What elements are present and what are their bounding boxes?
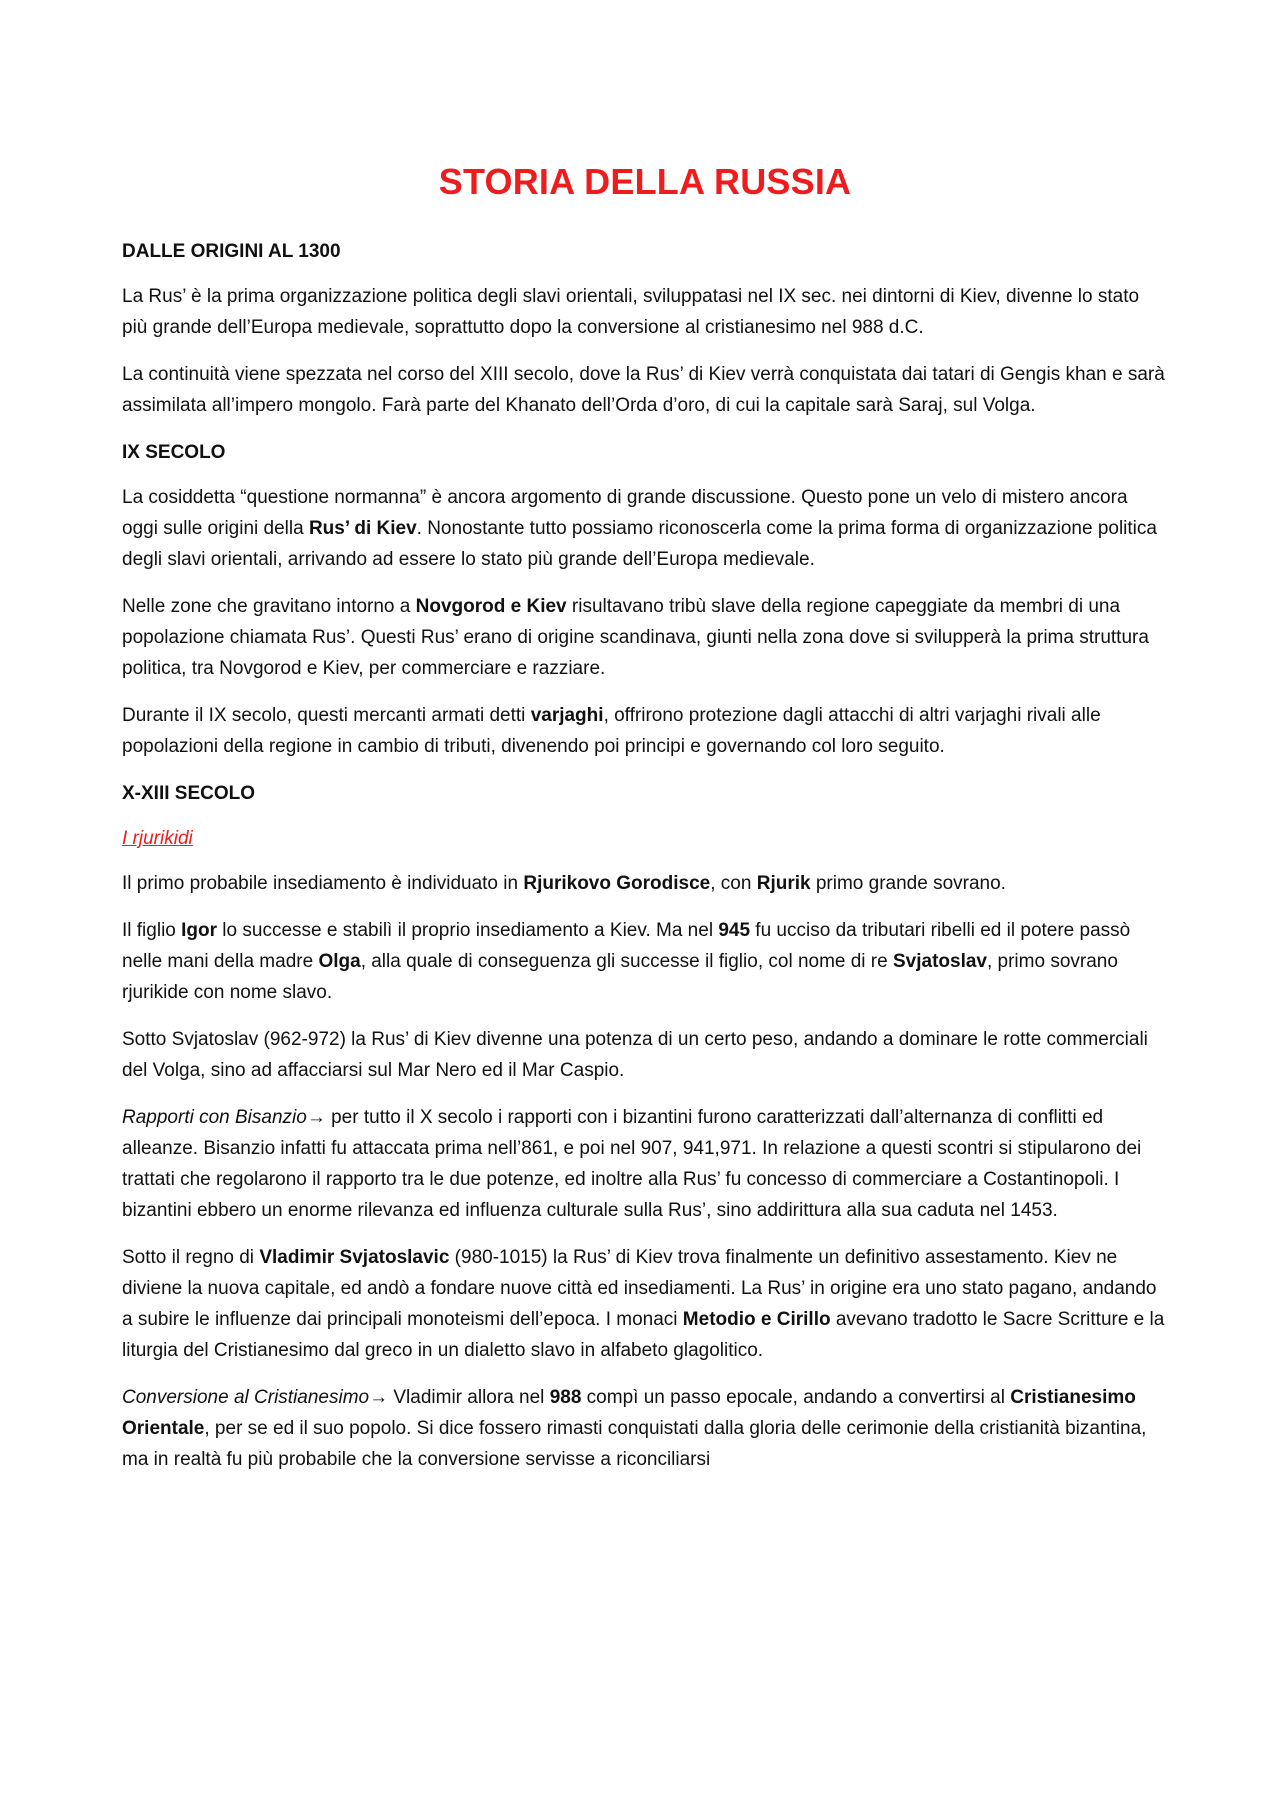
paragraph-x-xiii-3: Sotto Svjatoslav (962-972) la Rus’ di Kiev divenne una potenza di un certo peso, andando a dominare le rotte commerciali del Volga, sino ad affacciarsi sul Mar Nero ed il Mar Caspio. — [122, 1029, 1148, 1081]
paragraph-ix-3 — [122, 700, 1168, 762]
text-run: avevano tradotto le Sacre Scritture e la liturgia del Cristianesimo dal greco in un dialetto slavo in alfabeto glagolitico. — [122, 1309, 1165, 1361]
text-run: Sotto il regno di — [122, 1247, 260, 1268]
bold-term: Igor — [181, 920, 218, 941]
bold-term: Svjatoslav — [892, 951, 987, 972]
bold-term: Rjurikovo Gorodisce — [523, 873, 711, 894]
bold-term: Novgorod e Kiev — [415, 596, 567, 617]
paragraph-ix-1 — [122, 482, 1168, 575]
text-run: Nelle zone che gravitano intorno a — [122, 596, 416, 617]
section-heading-origins: DALLE ORIGINI AL 1300 — [122, 241, 341, 262]
paragraph-x-xiii-4 — [122, 1102, 1168, 1226]
subheading-rjurikidi: I rjurikidi — [122, 828, 193, 849]
bold-term: Rjurik — [756, 873, 811, 894]
section-heading-x-xiii: X-XIII SECOLO — [122, 783, 256, 804]
text-run: compì un passo epocale, andando a convertirsi al — [581, 1387, 1011, 1408]
paragraph-x-xiii-6 — [122, 1382, 1168, 1475]
text-run: per tutto il X secolo i rapporti con i bizantini furono caratterizzati dall’alternanza di conflitti ed alleanze. Bisanzio infatti fu attaccata prima nell’861, e poi nel 907, 941,971. In relazione a questi scontri si stipularono dei trattati che regolarono il rapporto tra le due potenze, ed inoltre alla Rus’ fu concesso di commerciare a Costantinopoli. I bizantini ebbero un enorme rilevanza ed influenza culturale sulla Rus’, sino addirittura alla sua caduta nel 1453. — [122, 1107, 1142, 1221]
paragraph-origins-2: La continuità viene spezzata nel corso del XIII secolo, dove la Rus’ di Kiev verrà conquistata dai tatari di Gengis khan e sarà assimilata all’impero mongolo. Farà parte del Khanato dell’Orda d’oro, di cui la capitale sarà Saraj, sul Volga. — [122, 364, 1165, 416]
text-run: , offrirono protezione dagli attacchi di altri varjaghi rivali alle popolazioni della regione in cambio di tributi, divenendo poi principi e governando col loro seguito. — [122, 705, 1101, 757]
italic-topic: Conversione al Cristianesimo — [122, 1387, 370, 1408]
paragraph-x-xiii-5 — [122, 1242, 1168, 1366]
paragraph-x-xiii-2 — [122, 915, 1168, 1008]
paragraph-ix-2 — [122, 591, 1168, 684]
bold-term: Cristianesimo Orientale — [122, 1387, 1136, 1439]
text-run: , con — [710, 873, 757, 894]
bold-term: Olga — [318, 951, 361, 972]
text-run: risultavano tribù slave della regione capeggiate da membri di una popolazione chiamata Rus’. Questi Rus’ erano di origine scandinava, giunti nella zona dove si svilupperà la prima struttura politica, tra Novgorod e Kiev, per commerciare e razziare. — [122, 596, 1149, 679]
bold-term: Metodio e Cirillo — [682, 1309, 831, 1330]
section-heading-ix: IX SECOLO — [122, 442, 226, 463]
text-run: . Nonostante tutto possiamo riconoscerla come la prima forma di organizzazione politica degli slavi orientali, arrivando ad essere lo stato più grande dell’Europa medievale. — [122, 518, 1157, 570]
paragraph-x-xiii-1 — [122, 868, 1168, 899]
text-run: Durante il IX secolo, questi mercanti armati detti — [122, 705, 531, 726]
text-run: primo grande sovrano. — [810, 873, 1006, 894]
text-run: fu ucciso da tributari ribelli ed il potere passò nelle mani della madre — [122, 920, 1131, 972]
text-run: Vladimir allora nel — [388, 1387, 550, 1408]
text-run: (980-1015) la Rus’ di Kiev trova finalmente un definitivo assestamento. Kiev ne diviene la nuova capitale, ed andò a fondare nuove città ed insediamenti. La Rus’ in origine era uno stato pagano, andando a subire le influenze dai principali monoteismi dell’epoca. I monaci — [122, 1247, 1157, 1330]
bold-term: Vladimir Svjatoslavic — [259, 1247, 450, 1268]
bold-term: varjaghi — [530, 705, 604, 726]
bold-term: Rus’ di Kiev — [308, 518, 417, 539]
bold-term: 988 — [549, 1387, 582, 1408]
text-run: , primo sovrano rjurikide con nome slavo. — [122, 951, 1118, 1003]
text-run: La cosiddetta “questione normanna” è ancora argomento di grande discussione. Questo pone un velo di mistero ancora oggi sulle origini della — [122, 487, 1128, 539]
arrow-icon: → — [306, 1107, 326, 1128]
paragraph-origins-1: La Rus’ è la prima organizzazione politica degli slavi orientali, sviluppatasi nel IX sec. nei dintorni di Kiev, divenne lo stato più grande dell’Europa medievale, soprattutto dopo la conversione al cristianesimo nel 988 d.C. — [122, 286, 1140, 338]
text-run: Il figlio — [122, 920, 182, 941]
arrow-icon: → — [369, 1387, 389, 1408]
italic-topic: Rapporti con Bisanzio — [122, 1107, 307, 1128]
text-run: , per se ed il suo popolo. Si dice fossero rimasti conquistati dalla gloria delle cerimonie della cristianità bizantina, ma in realtà fu più probabile che la conversione servisse a riconciliarsi — [122, 1418, 1147, 1470]
document-title: STORIA DELLA RUSSIA — [438, 161, 852, 202]
bold-term: 945 — [718, 920, 751, 941]
text-run: Il primo probabile insediamento è individuato in — [122, 873, 524, 894]
text-run: lo successe e stabilì il proprio insediamento a Kiev. Ma nel — [217, 920, 719, 941]
text-run: , alla quale di conseguenza gli successe il figlio, col nome di re — [360, 951, 893, 972]
